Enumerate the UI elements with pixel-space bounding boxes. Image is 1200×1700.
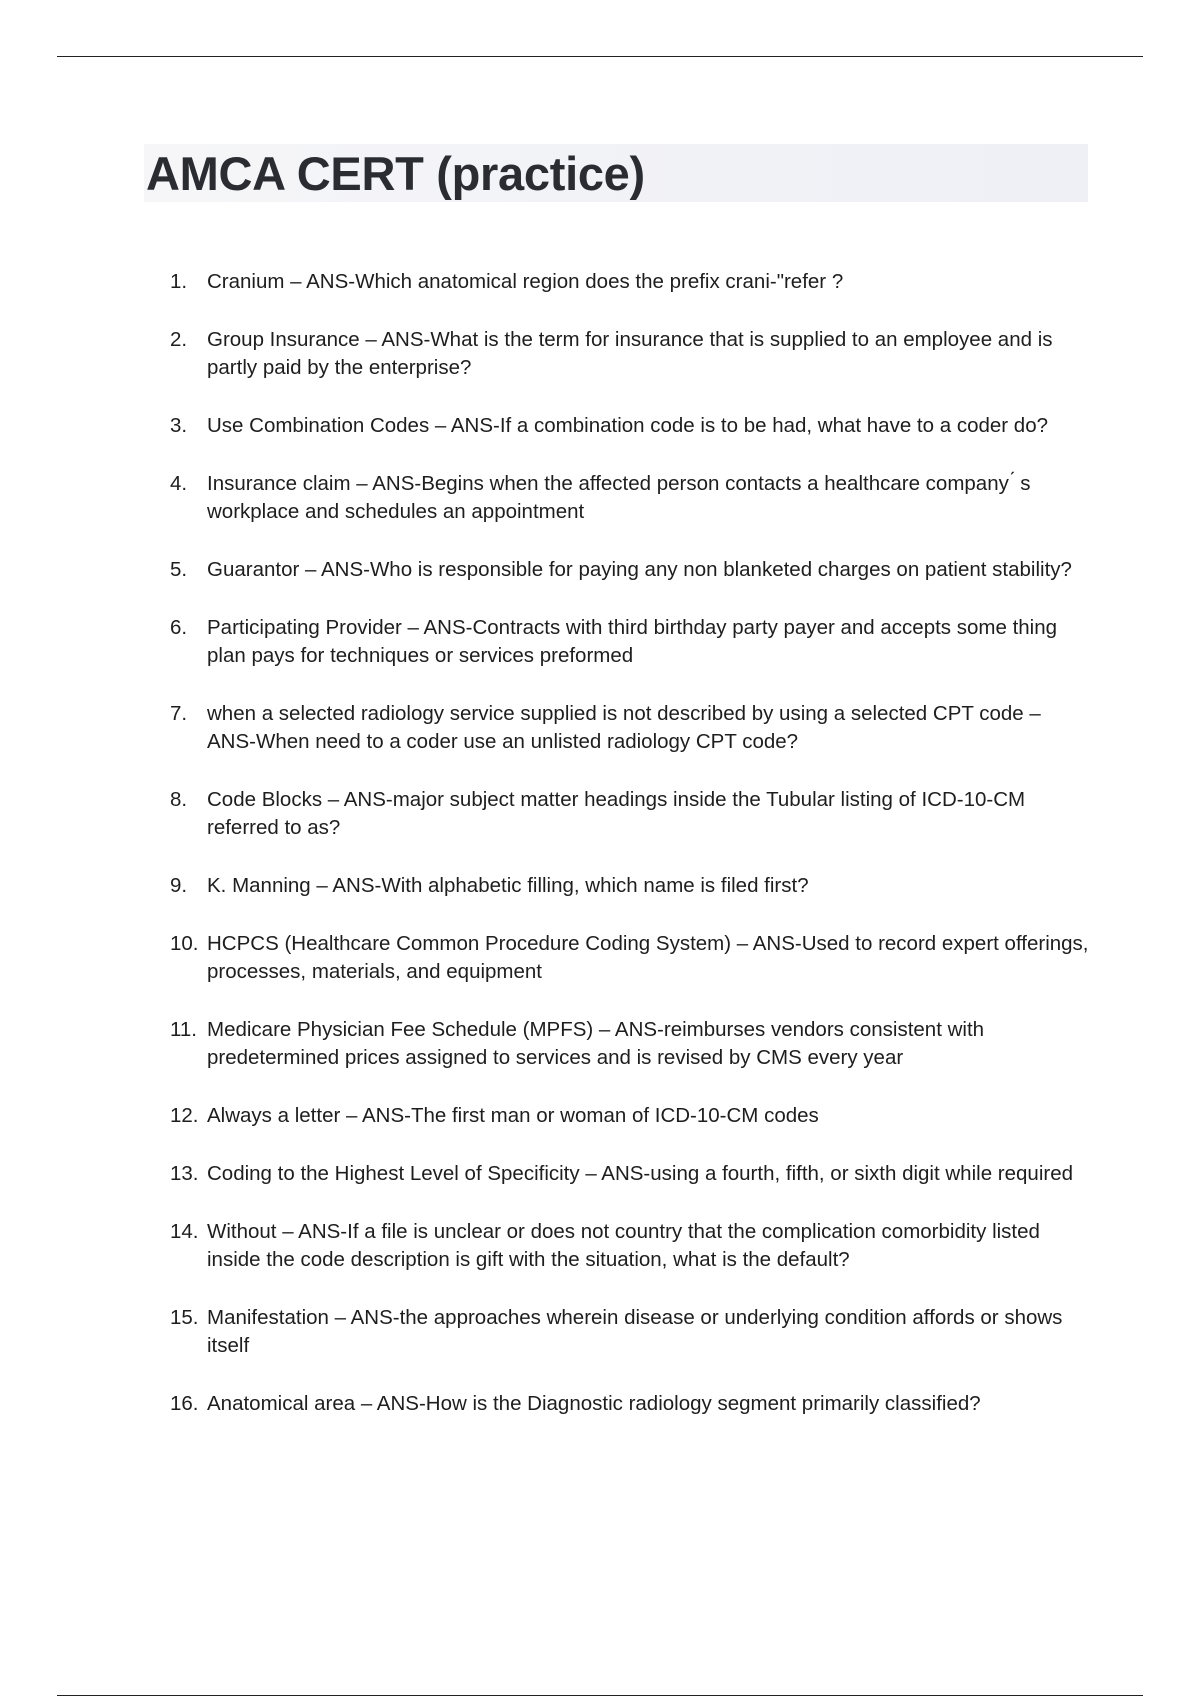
- item-text: Coding to the Highest Level of Specificity – ANS-using a fourth, fifth, or sixth digit while required: [207, 1162, 1074, 1185]
- item-text: Anatomical area – ANS-How is the Diagnostic radiology segment primarily classified?: [207, 1392, 981, 1415]
- list-item: [170, 268, 1090, 296]
- page-title: AMCA CERT (practice): [146, 147, 645, 200]
- item-number: 9.: [170, 874, 188, 897]
- item-number: 11.: [170, 1018, 197, 1041]
- item-text: when a selected radiology service supplied is not described by using a selected CPT code – ANS-When need to a coder use an unlisted radiology CPT code?: [207, 702, 1041, 753]
- item-number: 3.: [170, 414, 188, 437]
- item-number: 2.: [170, 328, 188, 351]
- list-item: [170, 872, 1090, 900]
- list-item: [170, 1218, 1090, 1274]
- list-item: [170, 930, 1090, 986]
- item-number: 4.: [170, 472, 188, 495]
- list-item: [170, 470, 1090, 526]
- item-text: Always a letter – ANS-The first man or woman of ICD-10-CM codes: [207, 1104, 819, 1127]
- item-text: Group Insurance – ANS-What is the term for insurance that is supplied to an employee and is partly paid by the enterprise?: [207, 328, 1053, 379]
- item-number: 7.: [170, 702, 188, 725]
- qa-list: [170, 268, 1090, 1418]
- item-number: 10.: [170, 932, 199, 955]
- list-item: [170, 1102, 1090, 1130]
- list-item: [170, 614, 1090, 670]
- item-number: 5.: [170, 558, 188, 581]
- item-text: K. Manning – ANS-With alphabetic filling, which name is filed first?: [207, 874, 809, 897]
- list-item: [170, 700, 1090, 756]
- item-number: 13.: [170, 1162, 199, 1185]
- item-text: Cranium – ANS-Which anatomical region does the prefix crani-"refer ?: [207, 270, 844, 293]
- item-number: 15.: [170, 1306, 199, 1329]
- list-item: [170, 1016, 1090, 1072]
- item-number: 8.: [170, 788, 188, 811]
- item-text: Insurance claim – ANS-Begins when the affected person contacts a healthcare company ́ s workplace and schedules an appointment: [207, 472, 1031, 523]
- item-text: HCPCS (Healthcare Common Procedure Coding System) – ANS-Used to record expert offerings, processes, materials, and equipment: [207, 932, 1089, 983]
- list-item: [170, 556, 1090, 584]
- list-item: [170, 1304, 1090, 1360]
- item-text: Guarantor – ANS-Who is responsible for paying any non blanketed charges on patient stability?: [207, 558, 1072, 581]
- list-item: [170, 412, 1090, 440]
- item-text: Medicare Physician Fee Schedule (MPFS) – ANS-reimburses vendors consistent with predetermined prices assigned to services and is revised by CMS every year: [207, 1018, 985, 1069]
- item-text: Use Combination Codes – ANS-If a combination code is to be had, what have to a coder do?: [207, 414, 1049, 437]
- top-divider: [57, 56, 1143, 57]
- list-item: [170, 786, 1090, 842]
- list-item: [170, 326, 1090, 382]
- list-item: [170, 1160, 1090, 1188]
- item-number: 1.: [170, 270, 188, 293]
- item-number: 6.: [170, 616, 188, 639]
- item-number: 16.: [170, 1392, 199, 1415]
- item-text: Without – ANS-If a file is unclear or does not country that the complication comorbidity listed inside the code description is gift with the situation, what is the default?: [207, 1220, 1040, 1271]
- item-text: Participating Provider – ANS-Contracts with third birthday party payer and accepts some thing plan pays for techniques or services preformed: [207, 616, 1058, 667]
- item-text: Code Blocks – ANS-major subject matter headings inside the Tubular listing of ICD-10-CM referred to as?: [207, 788, 1026, 839]
- item-number: 12.: [170, 1104, 199, 1127]
- item-number: 14.: [170, 1220, 199, 1243]
- list-item: [170, 1390, 1090, 1418]
- bottom-divider: [57, 1695, 1143, 1696]
- item-text: Manifestation – ANS-the approaches wherein disease or underlying condition affords or shows itself: [207, 1306, 1063, 1357]
